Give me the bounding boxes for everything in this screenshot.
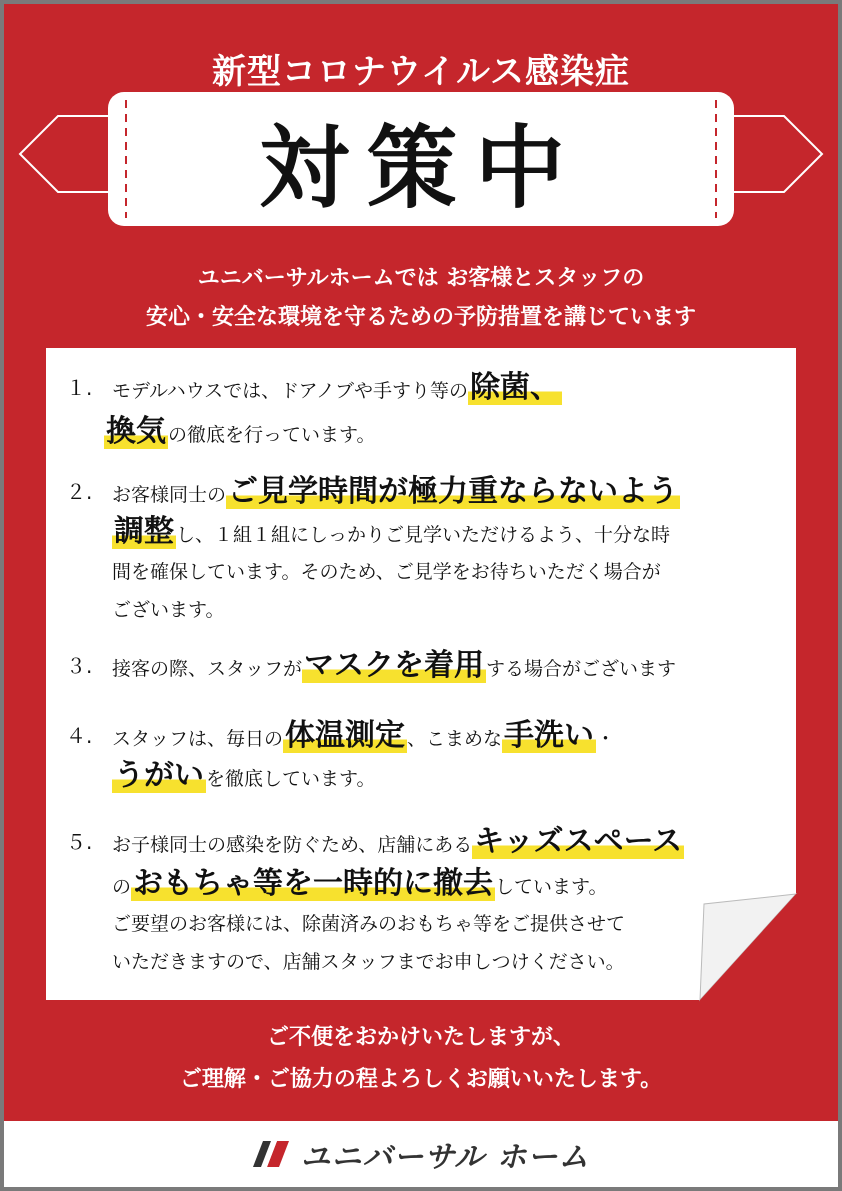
item-line: [112, 473, 680, 514]
item-number: ３.: [66, 654, 93, 678]
item-line: [112, 865, 608, 906]
item-number: ２.: [66, 480, 93, 504]
company-logo-text: ユニバーサル ホーム: [300, 1140, 590, 1175]
item-text: お子様同士の感染を防ぐため、店舗にある: [112, 834, 473, 856]
item-text: しています。: [495, 876, 608, 898]
item-text: を徹底しています。: [206, 768, 376, 790]
item-text: の徹底を行っています。: [168, 424, 376, 446]
item-number: ５.: [66, 830, 93, 854]
company-logo-icon: [253, 1137, 293, 1171]
item-highlight: マスクを着用: [304, 648, 485, 683]
item-line: ございます。: [112, 599, 225, 621]
item-highlight: 手洗い: [504, 718, 595, 753]
item-line: [112, 717, 615, 758]
item-line: [112, 647, 676, 688]
item-text: の: [112, 876, 132, 898]
mask-text: 対策中: [259, 116, 583, 221]
item-text: お客様同士の: [112, 484, 227, 506]
item-number: １.: [66, 376, 93, 400]
item-highlight: 調整: [114, 514, 174, 549]
item-line: ご要望のお客様には、除菌済みのおもちゃ等をご提供させて: [112, 913, 626, 935]
item-highlight: ご見学時間が極力重ならないよう: [228, 474, 679, 509]
item-text: し、１組１組にしっかりご見学いただけるよう、十分な時: [176, 524, 671, 546]
item-text: 接客の際、スタッフが: [112, 658, 303, 680]
item-text: ・: [596, 728, 616, 750]
item-line: いただきますので、店舗スタッフまでお申しつけください。: [112, 951, 625, 973]
item-number: ４.: [66, 724, 93, 748]
item-highlight: キッズスペース: [474, 824, 683, 859]
item-text: モデルハウスでは、ドアノブや手すり等の: [112, 380, 469, 402]
item-line: [112, 757, 375, 798]
item-highlight: 除菌、: [470, 370, 561, 405]
item-highlight: 体温測定: [285, 718, 406, 753]
intro-line-2: 安心・安全な環境を守るための予防措置を講じています: [145, 305, 696, 330]
item-line: [104, 413, 375, 454]
page-title: 新型コロナウイルス感染症: [212, 52, 630, 92]
item-line: [112, 369, 562, 410]
closing-line-1: ご不便をおかけいたしますが、: [266, 1025, 575, 1050]
footer: [4, 1121, 838, 1187]
item-text: 、こまめな: [407, 728, 503, 750]
item-highlight: 換気: [106, 414, 166, 449]
item-highlight: うがい: [114, 758, 204, 793]
intro-line-1: ユニバーサルホームでは お客様とスタッフの: [197, 266, 645, 291]
item-text: する場合がございます: [486, 658, 677, 680]
poster: [4, 4, 838, 1187]
item-highlight: おもちゃ等を一時的に撤去: [133, 866, 494, 901]
item-text: スタッフは、毎日の: [112, 728, 284, 750]
item-line: [112, 823, 684, 864]
closing-line-2: ご理解・ご協力の程よろしくお願いいたします。: [179, 1067, 663, 1092]
item-line: 間を確保しています。そのため、ご見学をお待ちいただく場合が: [112, 561, 661, 583]
item-line: [112, 513, 670, 554]
